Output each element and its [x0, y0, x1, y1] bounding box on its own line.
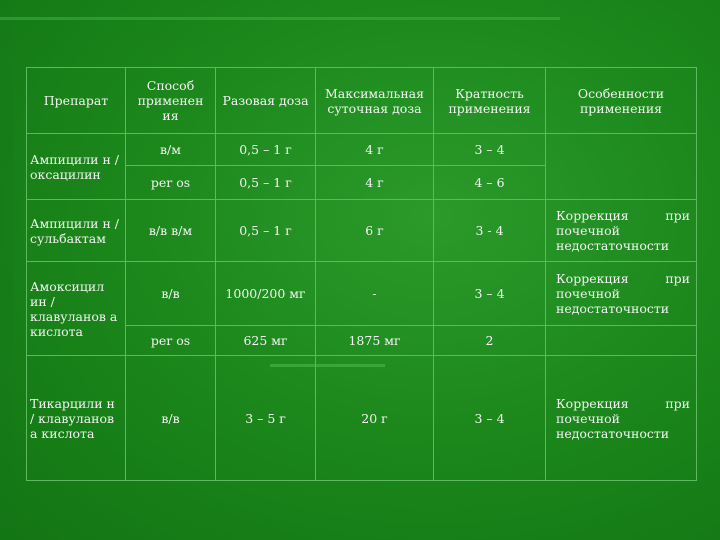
max-dose-cell: 1875 мг [316, 326, 434, 356]
antibiotic-dosage-table [26, 67, 697, 481]
max-dose-cell: 4 г [316, 134, 434, 166]
frequency-cell: 4 – 6 [434, 166, 546, 200]
top-accent-line [0, 17, 560, 20]
note-cell [546, 134, 697, 200]
table-row [27, 134, 697, 166]
route-cell: в/в [126, 262, 216, 326]
header-drug: Препарат [27, 68, 126, 134]
table-row [27, 200, 697, 262]
drug-name: Амоксицил ин / клавуланов а кислота [27, 262, 126, 356]
drug-name: Ампицили н / сульбактам [27, 200, 126, 262]
header-notes: Особенности применения [546, 68, 697, 134]
header-row [27, 68, 697, 134]
note-cell: Коррекция при почечной недостаточности [546, 262, 697, 326]
drug-name: Ампицили н / оксацилин [27, 134, 126, 200]
single-dose-cell: 0,5 – 1 г [216, 134, 316, 166]
max-dose-cell: 6 г [316, 200, 434, 262]
note-cell: Коррекция при почечной недостаточности [546, 200, 697, 262]
frequency-cell: 3 - 4 [434, 200, 546, 262]
route-cell: per os [126, 326, 216, 356]
single-dose-cell: 1000/200 мг [216, 262, 316, 326]
max-dose-cell: 4 г [316, 166, 434, 200]
route-cell: per os [126, 166, 216, 200]
left-accent-stripe [0, 0, 14, 540]
drug-name: Тикарцили н / клавуланов а кислота [27, 356, 126, 481]
frequency-cell: 3 – 4 [434, 356, 546, 481]
table-row [27, 356, 697, 481]
single-dose-cell: 0,5 – 1 г [216, 166, 316, 200]
frequency-cell: 3 – 4 [434, 134, 546, 166]
note-cell-empty [546, 326, 697, 356]
max-dose-cell: - [316, 262, 434, 326]
note-cell: Коррекция при почечной недостаточности [546, 356, 697, 481]
single-dose-cell: 3 – 5 г [216, 356, 316, 481]
table-row [27, 326, 697, 356]
single-dose-cell: 0,5 – 1 г [216, 200, 316, 262]
header-max-daily-dose: Максимальная суточная доза [316, 68, 434, 134]
frequency-cell: 3 – 4 [434, 262, 546, 326]
header-single-dose: Разовая доза [216, 68, 316, 134]
max-dose-cell: 20 г [316, 356, 434, 481]
table-row [27, 262, 697, 326]
route-cell: в/в [126, 356, 216, 481]
header-route: Способ применен ия [126, 68, 216, 134]
frequency-cell: 2 [434, 326, 546, 356]
single-dose-cell: 625 мг [216, 326, 316, 356]
route-cell: в/в в/м [126, 200, 216, 262]
header-frequency: Кратность применения [434, 68, 546, 134]
route-cell: в/м [126, 134, 216, 166]
